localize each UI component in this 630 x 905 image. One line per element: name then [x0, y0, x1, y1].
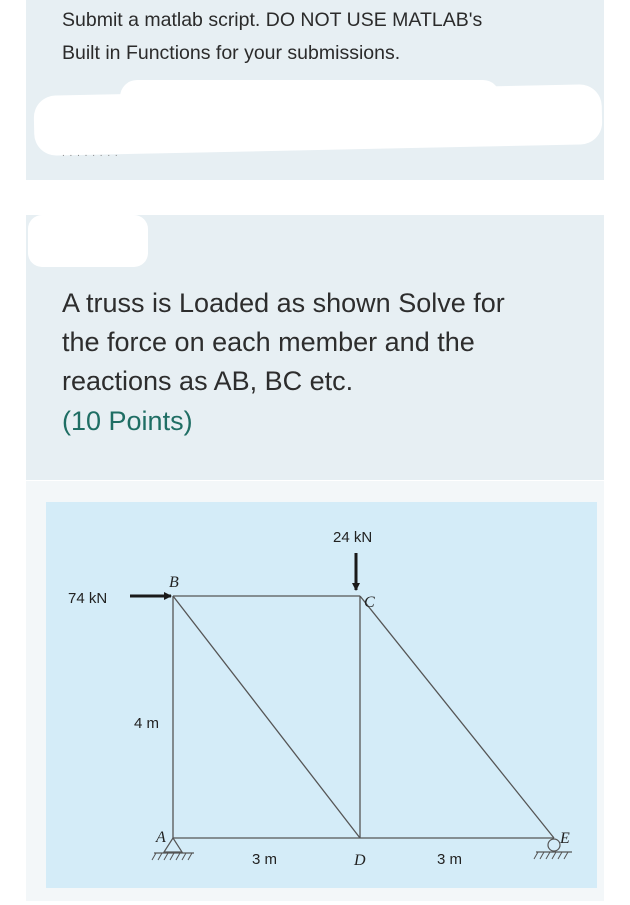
height-dimension-label: 4 m: [134, 715, 160, 732]
instructions-line-2: Built in Functions for your submissions.: [62, 42, 401, 64]
redacted-text-remnant: . . . . . . . .: [62, 148, 119, 159]
points-label: (10 Points): [62, 406, 193, 436]
redaction-scribble: [120, 80, 500, 114]
horizontal-load-label: 74 kN: [68, 590, 108, 607]
node-label-a: A: [156, 829, 166, 846]
question-line-2: the force on each member and the: [62, 327, 475, 357]
node-label-e: E: [560, 830, 570, 847]
instructions-text: [62, 4, 592, 70]
member-ce: [360, 596, 554, 838]
node-label-c: C: [364, 594, 375, 611]
member-bd: [173, 596, 360, 838]
span-left-label: 3 m: [252, 851, 278, 868]
span-right-label: 3 m: [437, 851, 463, 868]
node-label-d: D: [354, 852, 366, 869]
truss-figure: [46, 502, 597, 888]
instructions-line-1: Submit a matlab script. DO NOT USE MATLAB's: [62, 9, 483, 31]
question-line-3: reactions as AB, BC etc.: [62, 366, 354, 396]
vertical-load-label: 24 kN: [333, 529, 373, 546]
redaction-scribble: [28, 215, 148, 267]
question-text: [62, 284, 582, 401]
question-line-1: A truss is Loaded as shown Solve for: [62, 288, 505, 318]
truss-diagram: [46, 502, 597, 888]
node-label-b: B: [169, 574, 179, 591]
